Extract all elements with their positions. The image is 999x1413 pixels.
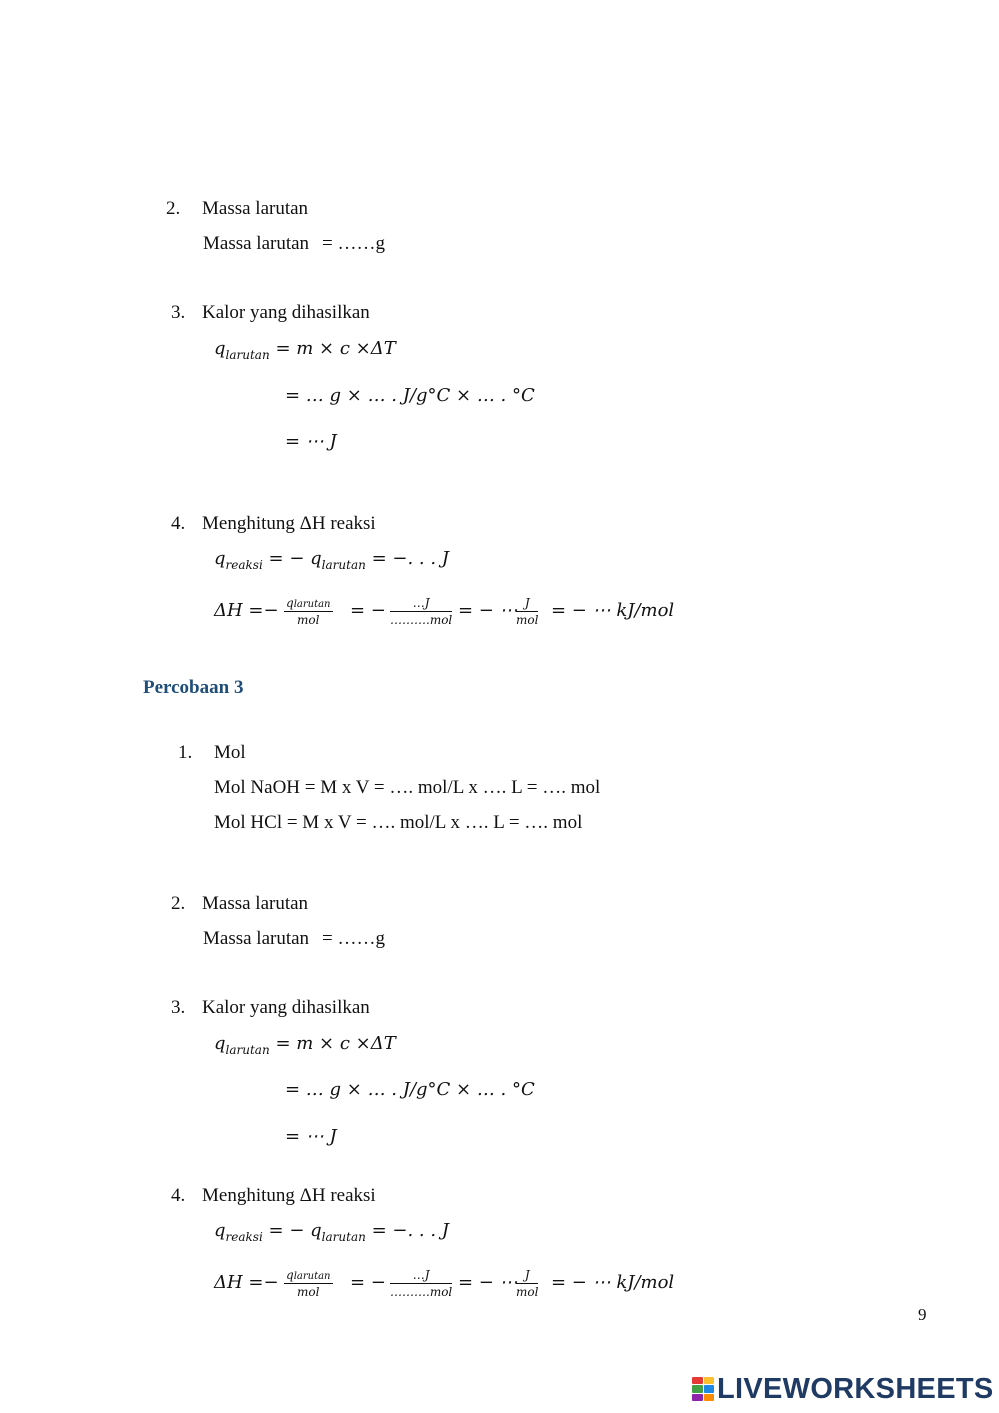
delta-h-lhs: ΔH =− [214, 600, 279, 621]
logo-text: LIVEWORKSHEETS [717, 1372, 994, 1405]
logo-square [704, 1385, 715, 1392]
formula-label: Massa larutan [203, 233, 310, 254]
delta-h-result: = − ⋯ kJ/mol [551, 1272, 675, 1293]
item-number: 4. [171, 1185, 186, 1206]
logo-square [692, 1394, 703, 1401]
formula-value: = ……g [322, 928, 385, 949]
mol-naoh-line: Mol NaOH = M x V = …. mol/L x …. L = …. mol [214, 777, 601, 798]
fraction-j-over-mol: J mol [516, 596, 539, 627]
item-number: 1. [178, 742, 193, 763]
item-title-kalor: Kalor yang dihasilkan [202, 302, 370, 323]
q-larutan-equation: $q_{larutan} = m \times c \times\Delta T$ [214, 1033, 396, 1057]
page-number: 9 [918, 1305, 927, 1324]
substitution-line: = … g × … . J/g°C × … . °C [285, 1079, 535, 1100]
result-line: = ⋯ J [285, 431, 337, 452]
fraction-q-over-mol: qlarutan mol [286, 1268, 331, 1299]
logo-square [704, 1377, 715, 1384]
logo-grid-icon [692, 1377, 714, 1401]
item-title-delta-h: Menghitung ΔH reaksi [202, 1185, 376, 1206]
item-number: 4. [171, 513, 186, 534]
logo-square [692, 1377, 703, 1384]
logo-square [704, 1394, 715, 1401]
item-title-delta-h: Menghitung ΔH reaksi [202, 513, 376, 534]
q-reaksi-equation: $q_{reaksi}$ = − $q_{larutan}$ = −. . . J [214, 548, 450, 572]
item-number: 2. [171, 893, 186, 914]
fraction-j-over-mol-blank: …J ……….mol [390, 596, 453, 627]
fraction-j-over-mol-blank: …J ……….mol [390, 1268, 453, 1299]
item-number: 3. [171, 302, 186, 323]
formula-label: Massa larutan [203, 928, 310, 949]
item-title-mol: Mol [214, 742, 246, 763]
delta-h-lhs: ΔH =− [214, 1272, 279, 1293]
formula-value: = ……g [322, 233, 385, 254]
fraction-j-over-mol: J mol [516, 1268, 539, 1299]
liveworksheets-logo [692, 1374, 994, 1404]
section-heading-percobaan-3: Percobaan 3 [143, 677, 244, 698]
item-number: 3. [171, 997, 186, 1018]
equals-minus-dots: = − ⋯ [458, 600, 518, 621]
item-title-massa-larutan: Massa larutan [202, 893, 309, 914]
delta-h-result: = − ⋯ kJ/mol [551, 600, 675, 621]
fraction-q-over-mol: qlarutan mol [286, 596, 331, 627]
substitution-line: = … g × … . J/g°C × … . °C [285, 385, 535, 406]
mol-hcl-line: Mol HCl = M x V = …. mol/L x …. L = …. mol [214, 812, 583, 833]
logo-square [692, 1385, 703, 1392]
equals-minus: = − [350, 600, 386, 621]
item-title-kalor: Kalor yang dihasilkan [202, 997, 370, 1018]
q-reaksi-equation: $q_{reaksi}$ = − $q_{larutan}$ = −. . . J [214, 1220, 450, 1244]
item-title-massa-larutan: Massa larutan [202, 198, 309, 219]
q-larutan-equation: $q_{larutan} = m \times c \times\Delta T$ [214, 338, 396, 362]
result-line: = ⋯ J [285, 1126, 337, 1147]
equals-minus-dots: = − ⋯ [458, 1272, 518, 1293]
equals-minus: = − [350, 1272, 386, 1293]
item-number: 2. [166, 198, 181, 219]
